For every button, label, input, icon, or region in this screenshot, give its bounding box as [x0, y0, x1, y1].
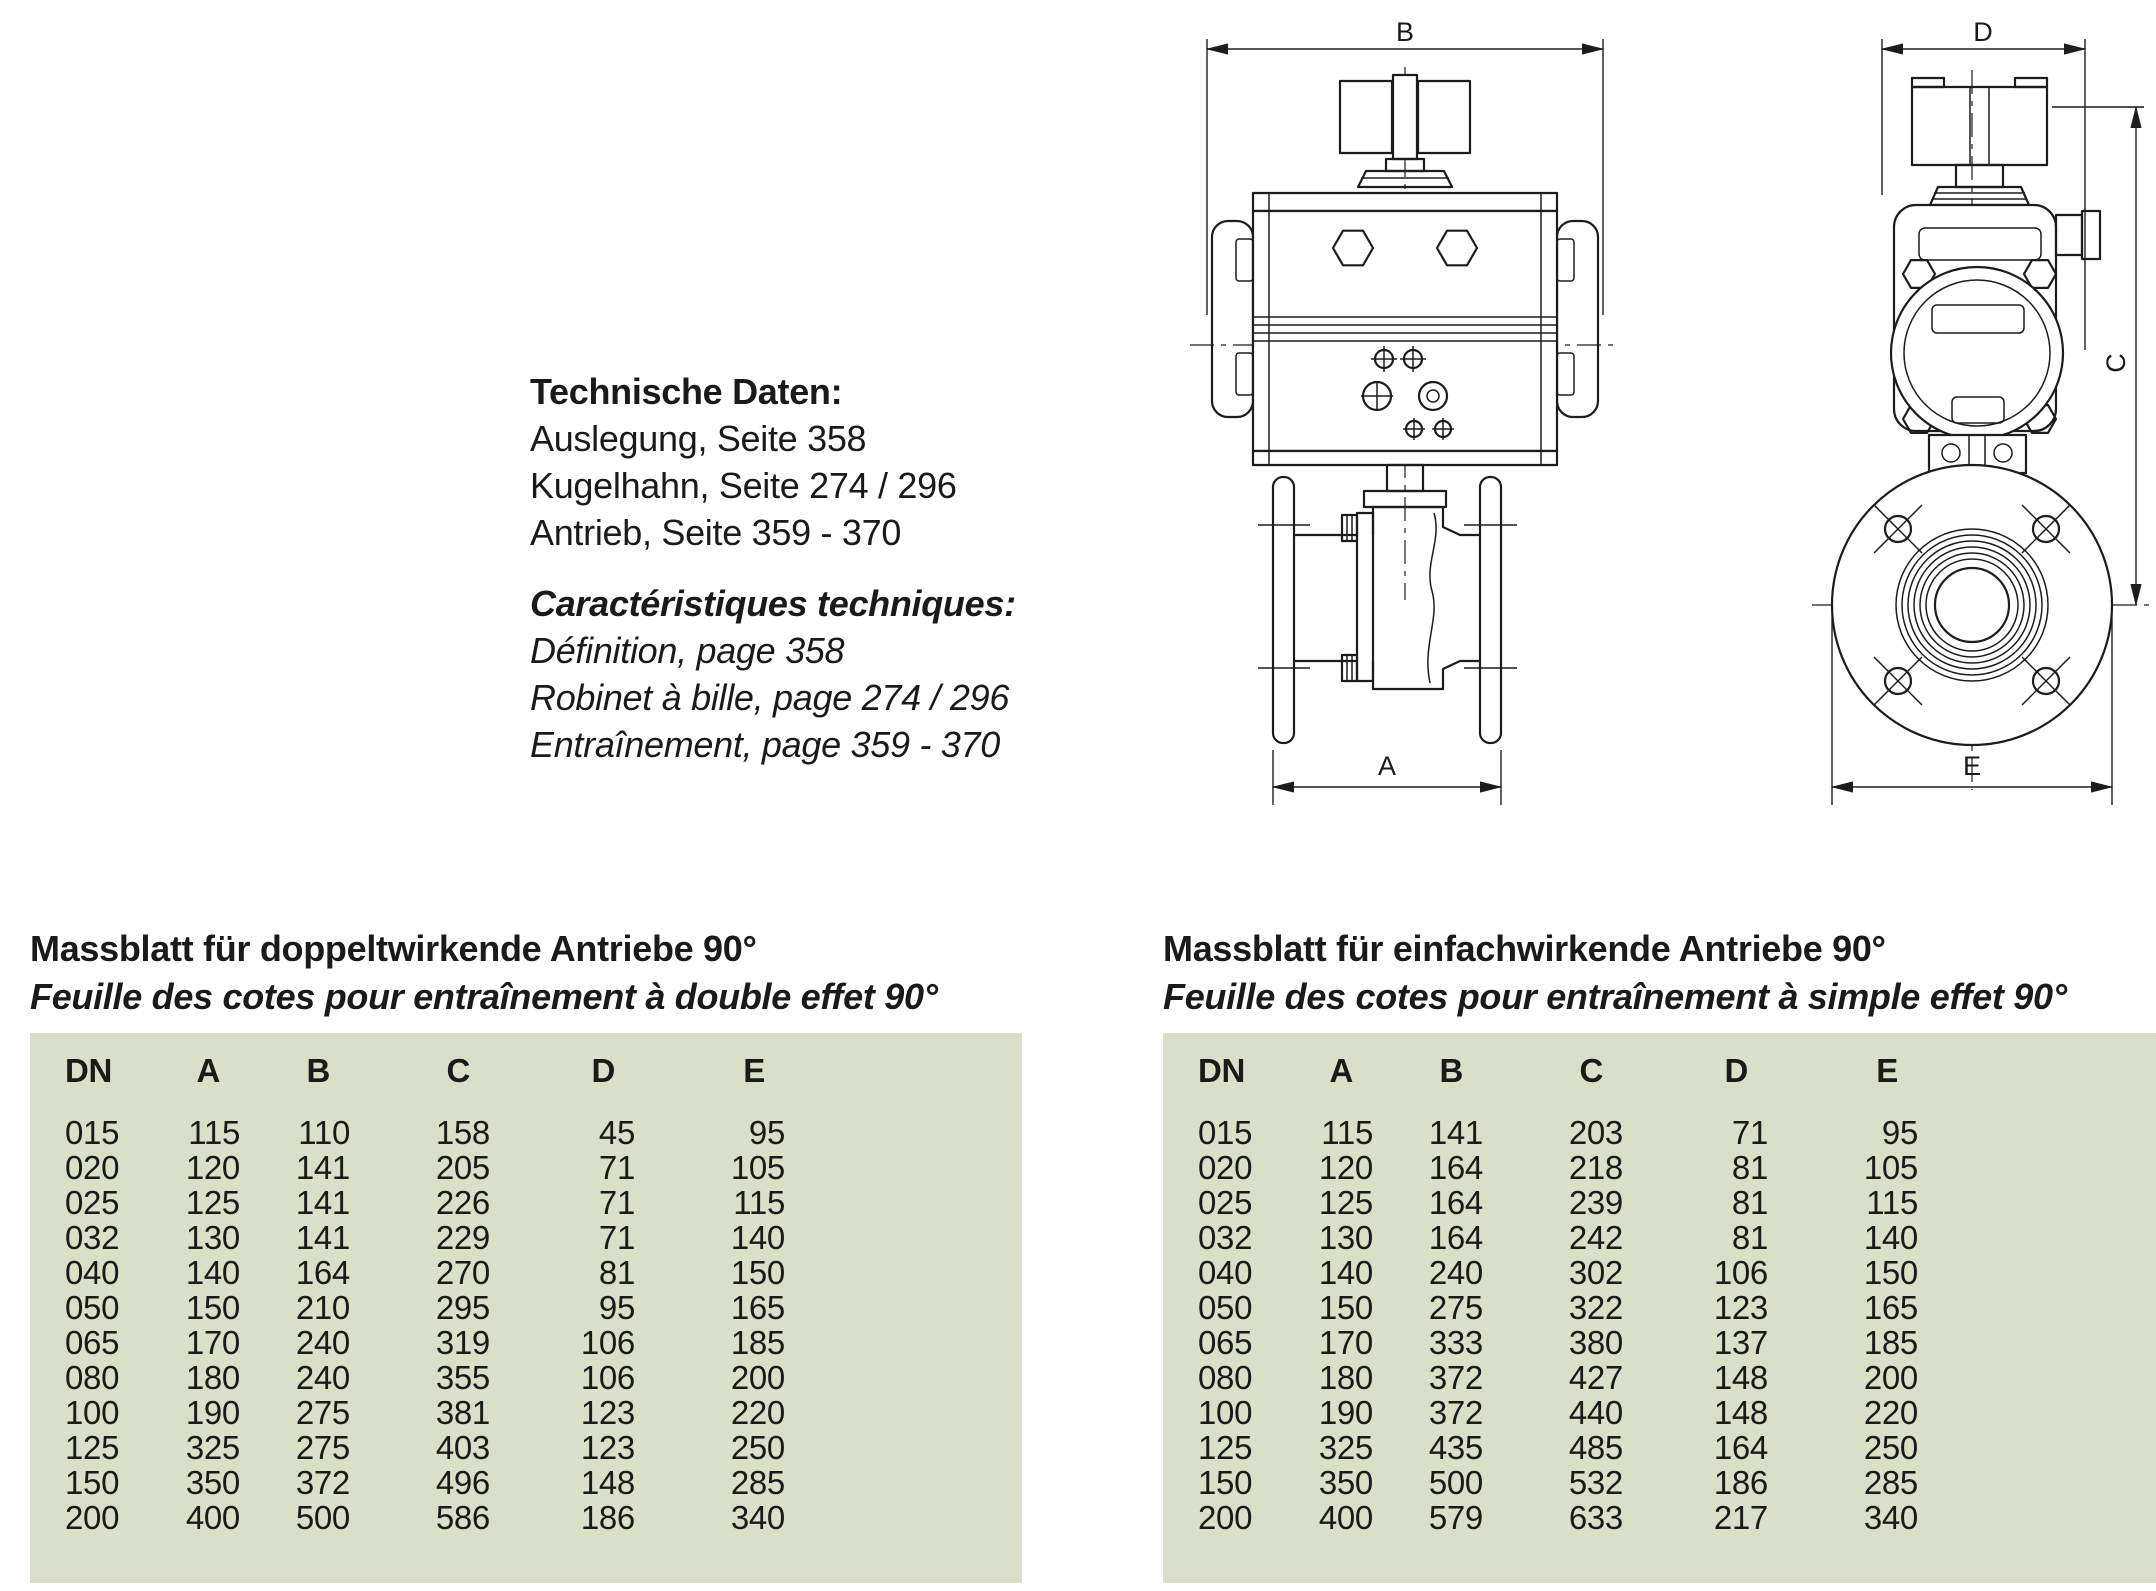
table-row: [65, 1500, 785, 1535]
dimension-value: 380: [1568, 1324, 1623, 1361]
dimension-value: 633: [1568, 1499, 1623, 1536]
dimension-value: 350: [1318, 1464, 1373, 1501]
table-row: [65, 1255, 785, 1290]
dim-label-d: D: [1973, 17, 1993, 47]
dimension-value: 203: [1568, 1114, 1623, 1151]
dimension-value: 240: [1428, 1254, 1483, 1291]
dimension-value: 125: [185, 1184, 240, 1221]
dimension-value: 205: [435, 1149, 490, 1186]
dimension-value: 141: [295, 1184, 350, 1221]
dimension-value: 123: [1713, 1289, 1768, 1326]
dimension-value: 025: [65, 1184, 120, 1221]
table-row: [65, 1220, 785, 1255]
table-row: [1198, 1430, 1918, 1465]
dimension-value: 140: [1863, 1219, 1918, 1256]
solenoid-valve-side: [1912, 78, 2047, 205]
valve-actuator-front-view-drawing: [1190, 15, 1620, 820]
dimension-value: 275: [295, 1429, 350, 1466]
dimension-value: 080: [65, 1359, 120, 1396]
dimension-value: 381: [435, 1394, 490, 1431]
dimension-value: 372: [1428, 1394, 1483, 1431]
dimension-value: 427: [1568, 1359, 1623, 1396]
pipe-flange-left: [1273, 477, 1294, 743]
dimension-value: 115: [1321, 1114, 1373, 1151]
table-row: [1198, 1220, 1918, 1255]
dimension-value: 100: [65, 1394, 120, 1431]
dim-label-a: A: [1377, 751, 1397, 781]
info-title-de: Technische Daten:: [530, 371, 843, 412]
dimension-value: 496: [435, 1464, 490, 1501]
table-row: [65, 1115, 785, 1150]
dimension-value: 150: [185, 1289, 240, 1326]
dimension-value: 340: [730, 1499, 785, 1536]
pneumatic-actuator-body: [1253, 193, 1557, 465]
dimension-value: 295: [435, 1289, 490, 1326]
dimension-value: 81: [1731, 1149, 1768, 1186]
column-header: C: [446, 1052, 470, 1089]
dimension-value: 81: [598, 1254, 635, 1291]
dimension-table-panel: [30, 1033, 1022, 1583]
dimension-value: 333: [1428, 1324, 1483, 1361]
dimension-value: 106: [580, 1324, 635, 1361]
dimension-value: 080: [1198, 1359, 1253, 1396]
dimension-value: 319: [435, 1324, 490, 1361]
column-header: E: [1876, 1052, 1898, 1089]
column-header: C: [1579, 1052, 1603, 1089]
table-title-fr: Feuille des cotes pour entraînement à double effet 90°: [30, 976, 938, 1017]
dimension-value: 186: [580, 1499, 635, 1536]
dimension-value: 71: [598, 1149, 635, 1186]
dimension-value: 123: [580, 1394, 635, 1431]
dimension-value: 185: [1863, 1324, 1918, 1361]
dimension-value: 242: [1568, 1219, 1623, 1256]
dimension-value: 372: [295, 1464, 350, 1501]
dimension-value: 032: [1198, 1219, 1253, 1256]
dimension-value: 148: [1713, 1359, 1768, 1396]
dimension-value: 032: [65, 1219, 120, 1256]
dimension-value: 95: [598, 1289, 635, 1326]
dimension-value: 200: [65, 1499, 120, 1536]
table-row: [65, 1360, 785, 1395]
dimension-value: 020: [65, 1149, 120, 1186]
table-section-double-acting: [30, 925, 1022, 1583]
dimension-value: 140: [1318, 1254, 1373, 1291]
dimension-value: 81: [1731, 1219, 1768, 1256]
dimension-value: 165: [730, 1289, 785, 1326]
table-row: [65, 1395, 785, 1430]
dimension-value: 105: [730, 1149, 785, 1186]
column-header: DN: [1198, 1052, 1246, 1089]
info-line: Entraînement, page 359 - 370: [530, 724, 1000, 765]
dimension-value: 148: [1713, 1394, 1768, 1431]
dimension-value: 220: [1863, 1394, 1918, 1431]
dimension-value: 115: [188, 1114, 240, 1151]
info-line: Définition, page 358: [530, 630, 845, 671]
table-row: [65, 1430, 785, 1465]
dimension-value: 322: [1568, 1289, 1623, 1326]
info-line: Robinet à bille, page 274 / 296: [530, 677, 1010, 718]
dimension-value: 325: [1318, 1429, 1373, 1466]
ball-valve-front: [1258, 465, 1517, 743]
dimension-a: [1273, 750, 1501, 805]
dimension-value: 285: [730, 1464, 785, 1501]
dimension-value: 015: [65, 1114, 120, 1151]
column-header: DN: [65, 1052, 113, 1089]
dimension-value: 141: [1428, 1114, 1483, 1151]
dimension-value: 180: [185, 1359, 240, 1396]
side-view-svg: [1812, 15, 2156, 815]
dimension-value: 137: [1713, 1324, 1768, 1361]
info-title-fr: Caractéristiques techniques:: [530, 583, 1016, 624]
dimension-value: 239: [1568, 1184, 1623, 1221]
dimension-value: 71: [598, 1184, 635, 1221]
dimension-value: 065: [65, 1324, 120, 1361]
dimension-value: 275: [295, 1394, 350, 1431]
technical-info-block: [530, 368, 1016, 768]
dimension-value: 105: [1863, 1149, 1918, 1186]
dimension-value: 120: [1318, 1149, 1373, 1186]
dimension-value: 500: [295, 1499, 350, 1536]
table-section-single-acting: [1163, 925, 2156, 1583]
dimension-value: 586: [435, 1499, 490, 1536]
column-header: D: [591, 1052, 615, 1089]
dimension-value: 115: [1866, 1184, 1918, 1221]
dimension-value: 020: [1198, 1149, 1253, 1186]
column-header: E: [743, 1052, 765, 1089]
dimension-value: 240: [295, 1324, 350, 1361]
dimension-value: 050: [1198, 1289, 1253, 1326]
table-title-fr: Feuille des cotes pour entraînement à simple effet 90°: [1163, 976, 2067, 1017]
dimension-value: 285: [1863, 1464, 1918, 1501]
dimension-value: 355: [435, 1359, 490, 1396]
info-line: Antrieb, Seite 359 - 370: [530, 512, 902, 553]
dimension-value: 500: [1428, 1464, 1483, 1501]
dimension-value: 340: [1863, 1499, 1918, 1536]
table-title-de: Massblatt für doppeltwirkende Antriebe 90°: [30, 928, 757, 969]
table-row: [1198, 1150, 1918, 1185]
dimension-value: 302: [1568, 1254, 1623, 1291]
dimension-value: 125: [1318, 1184, 1373, 1221]
dim-label-b: B: [1395, 17, 1415, 47]
dimension-value: 015: [1198, 1114, 1253, 1151]
technical-info-french: [530, 580, 1016, 768]
dimension-value: 400: [1318, 1499, 1373, 1536]
dimension-value: 165: [1863, 1289, 1918, 1326]
dimension-value: 579: [1428, 1499, 1483, 1536]
dimension-table: [65, 1053, 785, 1535]
dimension-value: 140: [185, 1254, 240, 1291]
dimension-value: 140: [730, 1219, 785, 1256]
dimension-value: 141: [295, 1149, 350, 1186]
dimension-value: 325: [185, 1429, 240, 1466]
dimension-value: 71: [1731, 1114, 1768, 1151]
table-row: [1198, 1185, 1918, 1220]
dim-label-e: E: [1962, 751, 1982, 781]
dimension-value: 150: [65, 1464, 120, 1501]
dimension-value: 040: [65, 1254, 120, 1291]
flange-face: [1832, 465, 2112, 745]
dimension-value: 218: [1568, 1149, 1623, 1186]
column-header: D: [1724, 1052, 1748, 1089]
valve-actuator-side-view-drawing: [1812, 15, 2156, 820]
table-row: [1198, 1290, 1918, 1325]
dimension-value: 164: [1428, 1184, 1483, 1221]
table-row: [1198, 1325, 1918, 1360]
dimension-value: 150: [1863, 1254, 1918, 1291]
dimension-value: 100: [1198, 1394, 1253, 1431]
dimension-value: 275: [1428, 1289, 1483, 1326]
dimension-value: 229: [435, 1219, 490, 1256]
dim-label-c: C: [2101, 353, 2131, 373]
table-row: [1198, 1395, 1918, 1430]
dimension-value: 040: [1198, 1254, 1253, 1291]
table-row: [65, 1325, 785, 1360]
dimension-table: [1198, 1053, 1918, 1535]
info-line: Auslegung, Seite 358: [530, 418, 867, 459]
dimension-value: 164: [1428, 1149, 1483, 1186]
dimension-value: 106: [580, 1359, 635, 1396]
dimension-value: 150: [1198, 1464, 1253, 1501]
dimension-value: 120: [185, 1149, 240, 1186]
dimension-value: 125: [65, 1429, 120, 1466]
dimension-value: 170: [1318, 1324, 1373, 1361]
table-row: [65, 1150, 785, 1185]
column-header: B: [306, 1052, 330, 1089]
dimension-value: 110: [298, 1114, 350, 1151]
dimension-value: 200: [1863, 1359, 1918, 1396]
dimension-value: 220: [730, 1394, 785, 1431]
table-row: [65, 1290, 785, 1325]
dimension-value: 350: [185, 1464, 240, 1501]
table-row: [1198, 1255, 1918, 1290]
solenoid-valve: [1340, 75, 1470, 187]
dimension-value: 190: [185, 1394, 240, 1431]
dimension-value: 180: [1318, 1359, 1373, 1396]
dimension-value: 270: [435, 1254, 490, 1291]
pneumatic-actuator-side: [1891, 205, 2100, 439]
dimension-value: 130: [1318, 1219, 1373, 1256]
dimension-value: 403: [435, 1429, 490, 1466]
dimension-value: 81: [1731, 1184, 1768, 1221]
dimension-value: 95: [1881, 1114, 1918, 1151]
table-row: [1198, 1465, 1918, 1500]
technical-info-german: [530, 368, 1016, 556]
table-row: [65, 1185, 785, 1220]
dimension-value: 164: [1713, 1429, 1768, 1466]
table-row: [1198, 1115, 1918, 1150]
dimension-value: 485: [1568, 1429, 1623, 1466]
dimension-value: 170: [185, 1324, 240, 1361]
dimension-value: 190: [1318, 1394, 1373, 1431]
table-row: [1198, 1500, 1918, 1535]
header-row: [1198, 1053, 1918, 1115]
dimension-value: 200: [730, 1359, 785, 1396]
dimension-value: 71: [598, 1219, 635, 1256]
dimension-value: 210: [295, 1289, 350, 1326]
dimension-value: 150: [1318, 1289, 1373, 1326]
dimension-value: 532: [1568, 1464, 1623, 1501]
dimension-value: 141: [295, 1219, 350, 1256]
dimension-value: 185: [730, 1324, 785, 1361]
dimension-value: 164: [1428, 1219, 1483, 1256]
column-header: B: [1439, 1052, 1463, 1089]
dimension-value: 158: [435, 1114, 490, 1151]
dimension-value: 435: [1428, 1429, 1483, 1466]
dimension-value: 250: [730, 1429, 785, 1466]
dimension-value: 95: [748, 1114, 785, 1151]
dimension-value: 050: [65, 1289, 120, 1326]
header-row: [65, 1053, 785, 1115]
dimension-value: 164: [295, 1254, 350, 1291]
dimension-value: 217: [1713, 1499, 1768, 1536]
table-title-de: Massblatt für einfachwirkende Antriebe 90°: [1163, 928, 1886, 969]
dimension-value: 186: [1713, 1464, 1768, 1501]
dimension-value: 240: [295, 1359, 350, 1396]
air-connector: [2056, 215, 2082, 255]
dimension-value: 025: [1198, 1184, 1253, 1221]
dimension-value: 200: [1198, 1499, 1253, 1536]
dimension-value: 400: [185, 1499, 240, 1536]
front-view-svg: [1190, 15, 1620, 815]
dimension-value: 065: [1198, 1324, 1253, 1361]
dimension-value: 115: [733, 1184, 785, 1221]
pipe-flange-right: [1480, 477, 1501, 743]
dimension-value: 148: [580, 1464, 635, 1501]
dimension-value: 106: [1713, 1254, 1768, 1291]
table-row: [1198, 1360, 1918, 1395]
dimension-table-panel: [1163, 1033, 2156, 1583]
info-line: Kugelhahn, Seite 274 / 296: [530, 465, 957, 506]
dimension-value: 45: [598, 1114, 635, 1151]
column-header: A: [1329, 1052, 1353, 1089]
dimension-value: 150: [730, 1254, 785, 1291]
dimension-value: 226: [435, 1184, 490, 1221]
dimension-value: 440: [1568, 1394, 1623, 1431]
table-row: [65, 1465, 785, 1500]
dimension-value: 123: [580, 1429, 635, 1466]
break-line: [1428, 513, 1436, 683]
dimension-value: 250: [1863, 1429, 1918, 1466]
dimension-value: 130: [185, 1219, 240, 1256]
dimension-value: 372: [1428, 1359, 1483, 1396]
dimension-value: 125: [1198, 1429, 1253, 1466]
column-header: A: [196, 1052, 220, 1089]
